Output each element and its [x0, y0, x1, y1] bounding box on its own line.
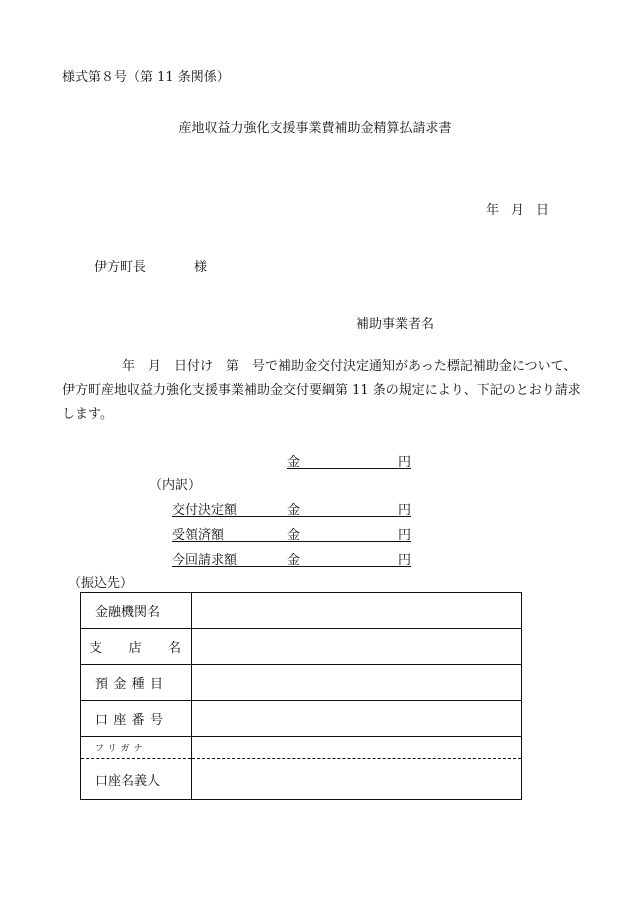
date-line [486, 199, 549, 218]
table-row [81, 629, 522, 665]
breakdown-row-kin: 金 [287, 528, 301, 543]
branch-field[interactable] [192, 629, 522, 665]
form-number: 様式第８号（第 11 条関係） [62, 70, 230, 85]
branch-label: 支 店 名 [81, 629, 192, 665]
breakdown-row-label: 今回請求額 [172, 553, 238, 568]
bank-name-field[interactable] [192, 593, 522, 629]
table-row [81, 759, 522, 800]
total-kin: 金 [287, 455, 301, 470]
addressee-name: 伊方町長 [94, 260, 147, 275]
breakdown-row-label: 交付決定額 [172, 503, 238, 518]
deposit-type-label: 預 金 種 目 [81, 665, 192, 701]
bank-name-label: 金融機関名 [81, 593, 192, 629]
account-number-field[interactable] [192, 701, 522, 737]
breakdown-label: （内訳） [149, 478, 202, 493]
account-holder-field[interactable] [192, 759, 522, 800]
breakdown-row-kin: 金 [287, 553, 301, 568]
breakdown-row-yen: 円 [397, 553, 411, 568]
document-title: 産地収益力強化支援事業費補助金精算払請求書 [178, 121, 452, 136]
transfer-label: （振込先） [68, 576, 134, 591]
furigana-label: フリガナ [81, 737, 192, 759]
breakdown-row-yen: 円 [397, 528, 411, 543]
applicant-label: 補助事業者名 [356, 317, 435, 332]
breakdown-row-current[interactable] [172, 549, 411, 567]
table-row [81, 737, 522, 759]
date-day: 日 [536, 203, 550, 218]
deposit-type-field[interactable] [192, 665, 522, 701]
breakdown-row-kin: 金 [287, 503, 301, 518]
date-year: 年 [486, 203, 500, 218]
table-row [81, 593, 522, 629]
account-holder-label: 口座名義人 [81, 759, 192, 800]
table-row [81, 701, 522, 737]
date-month: 月 [511, 203, 525, 218]
addressee [94, 256, 207, 275]
breakdown-row-yen: 円 [397, 503, 411, 518]
breakdown-row-label: 受領済額 [172, 528, 225, 543]
total-amount-line[interactable] [287, 451, 411, 469]
breakdown-row-decision[interactable] [172, 499, 411, 517]
total-yen: 円 [397, 455, 411, 470]
furigana-field[interactable] [192, 737, 522, 759]
request-body: 年 月 日付け 第 号で補助金交付決定通知があった標記補助金について、伊方町産地収益力強化支援事業補助金交付要綱第 11 条の規定により、下記のとおり請求します。 [62, 359, 581, 422]
breakdown-row-received[interactable] [172, 524, 411, 542]
bank-account-table [80, 592, 522, 800]
table-row [81, 665, 522, 701]
account-number-label: 口 座 番 号 [81, 701, 192, 737]
addressee-honorific: 様 [194, 260, 208, 275]
